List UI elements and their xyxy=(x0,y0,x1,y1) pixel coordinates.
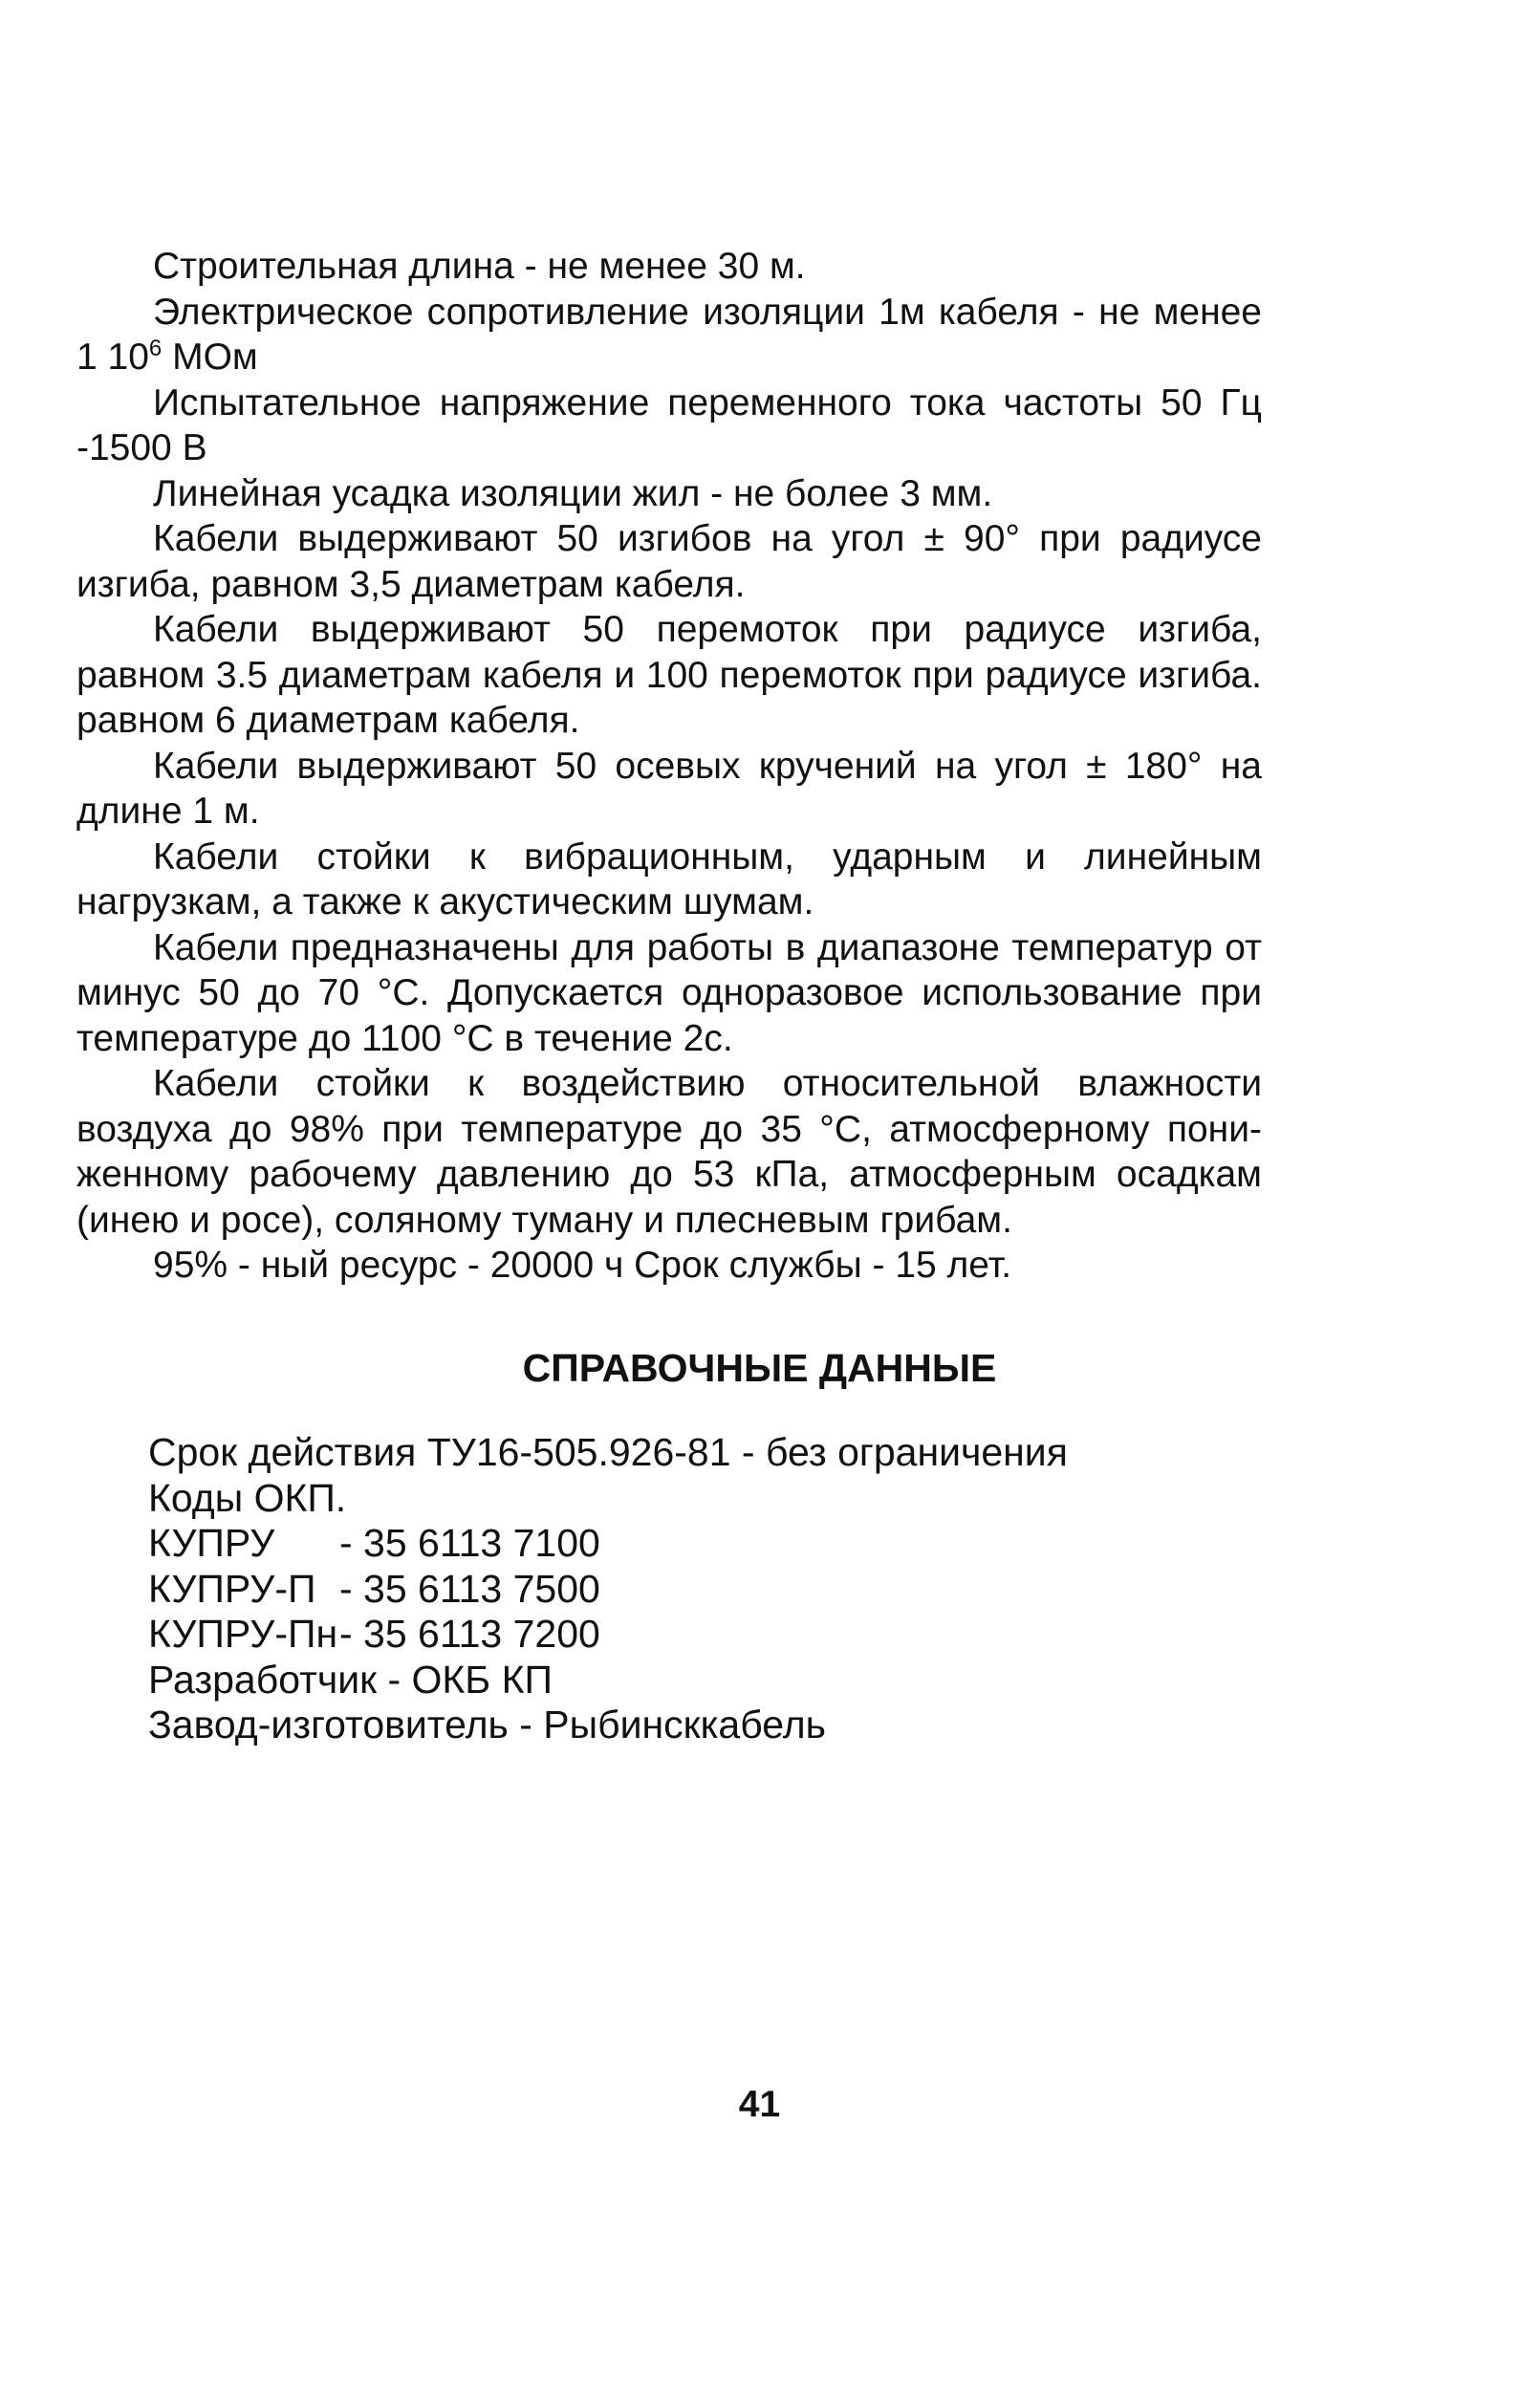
section-heading: СПРАВОЧНЫЕ ДАННЫЕ xyxy=(522,1346,997,1390)
paragraph-humidity: Кабели стойки к воздействию относительной влажности воздуха до 98% при температуре до 35 °С, атмосферному пониженному рабочему давлению до 53 кПа, атмосферным осадкам (инею и росе), соляному туману и плесневым грибам. xyxy=(76,1063,1262,1241)
validity-line: Срок действия ТУ16-505.926-81 - без ограничения xyxy=(148,1430,1068,1474)
manufacturer-line: Завод-изготовитель - Рыбинсккабель xyxy=(148,1703,826,1746)
code-row xyxy=(148,1612,1068,1658)
paragraph-vibration: Кабели стойки к вибрационным, ударным и линейным нагрузкам, а также к акустическим шумам. xyxy=(76,835,1262,922)
specifications-text xyxy=(76,244,1262,1289)
paragraph-bends: Кабели выдерживают 50 изгибов на угол ± 90° при радиусе изгиба, равном 3,5 диаметрам кабеля. xyxy=(76,518,1262,605)
okp-label: Коды ОКП. xyxy=(148,1475,347,1520)
paragraph-test-voltage: Испытательное напряжение переменного тока частоты 50 Гц -1500 В xyxy=(76,381,1262,468)
code-name: КУПРУ-Пн xyxy=(148,1612,338,1656)
code-value: - 35 6113 7100 xyxy=(339,1521,600,1565)
insulation-text: Электрическое сопротивление изоляции 1м кабеля - не менее 1 10 xyxy=(76,291,1262,378)
insulation-unit: МОм xyxy=(162,336,258,378)
insulation-exponent: 6 xyxy=(148,336,163,361)
paragraph-resource: 95% - ный ресурс - 20000 ч Срок службы - 15 лет. xyxy=(153,1245,1012,1286)
code-value: - 35 6113 7200 xyxy=(339,1612,600,1656)
code-name: КУПРУ xyxy=(148,1521,275,1565)
page-number: 41 xyxy=(738,2084,781,2125)
paragraph-rewinds: Кабели выдерживают 50 перемоток при радиусе изгиба, равном 3.5 диаметрам кабеля и 100 перемоток при радиусе изгиба. равном 6 диаметрам кабеля. xyxy=(76,609,1262,741)
code-value: - 35 6113 7500 xyxy=(339,1566,600,1611)
paragraph-shrinkage: Линейная усадка изоляции жил - не более 3 мм. xyxy=(153,472,993,514)
code-row xyxy=(148,1521,1068,1567)
paragraph-temperature: Кабели предназначены для работы в диапазоне температур от минус 50 до 70 °С. Допускается одноразовое использование при температуре до 1100 °С в течение 2с. xyxy=(76,926,1262,1059)
paragraph-length: Строительная длина - не менее 30 м. xyxy=(153,246,806,287)
code-row xyxy=(148,1567,1068,1613)
paragraph-insulation-resistance xyxy=(76,290,1262,380)
developer-line: Разработчик - ОКБ КП xyxy=(148,1657,553,1702)
code-name: КУПРУ-П xyxy=(148,1566,316,1611)
paragraph-torsion: Кабели выдерживают 50 осевых кручений на угол ± 180° на длине 1 м. xyxy=(76,745,1262,832)
reference-data xyxy=(148,1430,1068,1748)
